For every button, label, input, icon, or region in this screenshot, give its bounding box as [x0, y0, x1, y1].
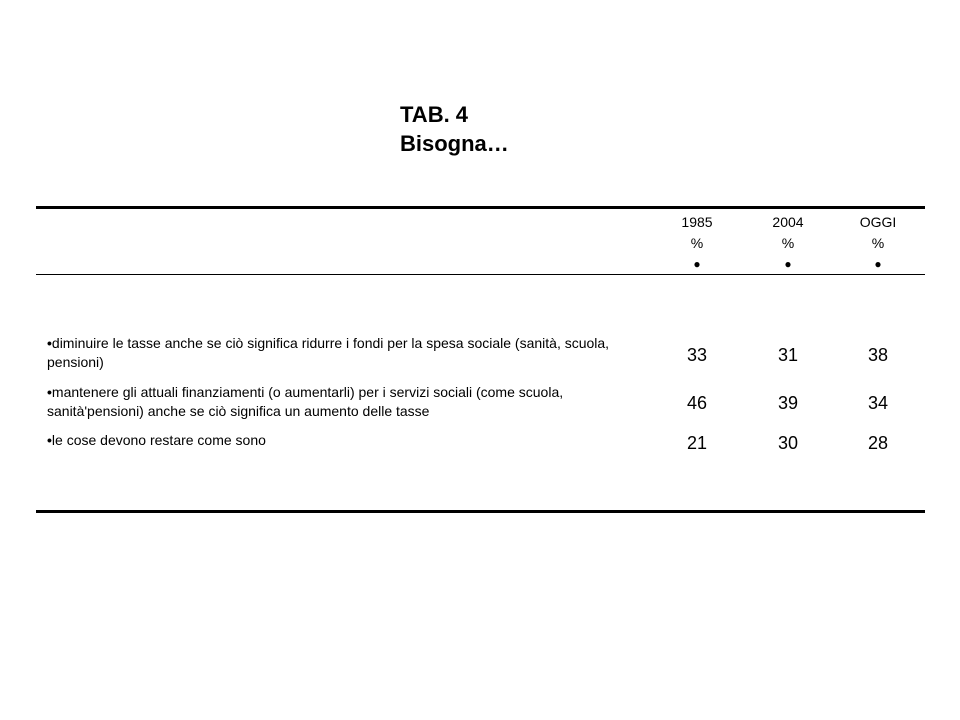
row-label-text: mantenere gli attuali finanziamenti (o aumentarli) per i servizi sociali (come scuola, sanità'pensioni) anche se ciò significa un aumento delle tasse [47, 384, 564, 419]
table-cell: 28 [867, 433, 889, 453]
column-year: OGGI [859, 214, 897, 230]
table-cell: 34 [867, 393, 889, 413]
table-cell: 39 [777, 393, 799, 413]
dot-mark-icon: ● [874, 257, 882, 271]
table-cell: 31 [777, 345, 799, 365]
bullet-icon: • [47, 432, 52, 448]
row-label [47, 383, 647, 421]
table-cell: 38 [867, 345, 889, 365]
column-unit: % [690, 235, 704, 251]
bullet-icon: • [47, 384, 52, 400]
header-divider [36, 274, 925, 275]
table-top-rule [36, 206, 925, 209]
table-subtitle: Bisogna… [400, 131, 509, 156]
row-label-text: diminuire le tasse anche se ciò significa ridurre i fondi per la spesa sociale (sanità, scuola, pensioni) [47, 335, 610, 370]
column-header-oggi [848, 212, 908, 274]
column-year: 2004 [772, 214, 804, 230]
table-bottom-rule [36, 510, 925, 513]
column-unit: % [871, 235, 885, 251]
dot-mark-icon: ● [784, 257, 792, 271]
table-cell: 30 [777, 433, 799, 453]
column-year: 1985 [681, 214, 713, 230]
table-title: TAB. 4 [400, 102, 469, 127]
column-header-1985 [667, 212, 727, 274]
title-block [400, 100, 509, 158]
row-label-text: le cose devono restare come sono [51, 432, 266, 448]
bullet-icon: • [47, 335, 52, 351]
column-unit: % [781, 235, 795, 251]
dot-mark-icon: ● [693, 257, 701, 271]
table-cell: 46 [686, 393, 708, 413]
column-header-2004 [758, 212, 818, 274]
table-cell: 33 [686, 345, 708, 365]
table-cell: 21 [686, 433, 708, 453]
row-label [47, 334, 647, 372]
row-label [47, 431, 647, 450]
